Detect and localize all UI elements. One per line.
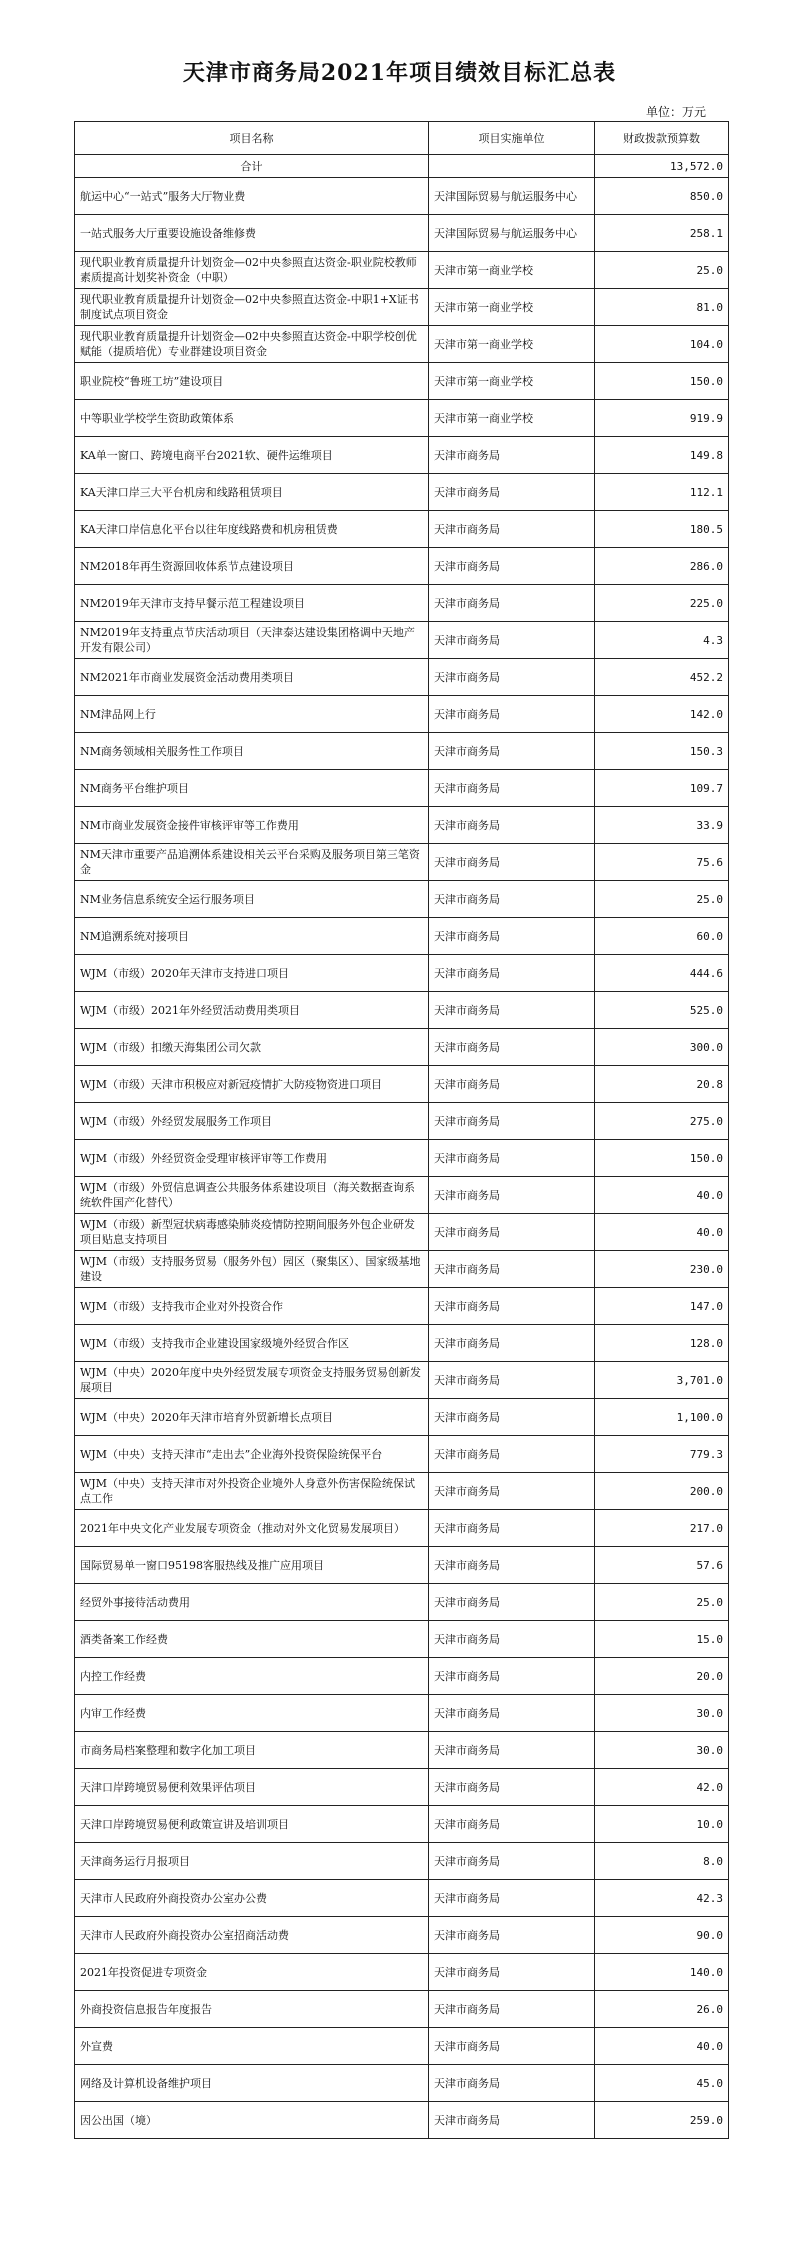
implementing-unit-cell: 天津市商务局 <box>429 1473 595 1510</box>
project-name-cell: 职业院校“鲁班工坊”建设项目 <box>75 363 429 400</box>
total-row <box>75 155 729 178</box>
table-row <box>75 770 729 807</box>
budget-amount-cell: 20.0 <box>595 1658 729 1695</box>
table-row <box>75 1214 729 1251</box>
budget-amount-cell: 40.0 <box>595 1214 729 1251</box>
implementing-unit-cell: 天津市商务局 <box>429 1288 595 1325</box>
project-name-cell: KA天津口岸三大平台机房和线路租赁项目 <box>75 474 429 511</box>
project-name-cell: 国际贸易单一窗口95198客服热线及推广应用项目 <box>75 1547 429 1584</box>
budget-amount-cell: 104.0 <box>595 326 729 363</box>
implementing-unit-cell: 天津市商务局 <box>429 696 595 733</box>
implementing-unit-cell: 天津市商务局 <box>429 659 595 696</box>
project-name-cell: 中等职业学校学生资助政策体系 <box>75 400 429 437</box>
table-row <box>75 1399 729 1436</box>
implementing-unit-cell: 天津市第一商业学校 <box>429 252 595 289</box>
table-row <box>75 881 729 918</box>
budget-amount-cell: 140.0 <box>595 1954 729 1991</box>
budget-amount-cell: 286.0 <box>595 548 729 585</box>
budget-amount-cell: 217.0 <box>595 1510 729 1547</box>
table-row <box>75 511 729 548</box>
budget-amount-cell: 15.0 <box>595 1621 729 1658</box>
implementing-unit-cell: 天津国际贸易与航运服务中心 <box>429 178 595 215</box>
implementing-unit-cell: 天津市商务局 <box>429 2065 595 2102</box>
project-name-cell: 市商务局档案整理和数字化加工项目 <box>75 1732 429 1769</box>
table-row <box>75 918 729 955</box>
project-name-cell: 内控工作经费 <box>75 1658 429 1695</box>
budget-amount-cell: 112.1 <box>595 474 729 511</box>
project-name-cell: NM追溯系统对接项目 <box>75 918 429 955</box>
implementing-unit-cell: 天津市商务局 <box>429 1103 595 1140</box>
table-row <box>75 807 729 844</box>
table-row <box>75 2065 729 2102</box>
budget-amount-cell: 444.6 <box>595 955 729 992</box>
total-amount: 13,572.0 <box>595 155 729 178</box>
implementing-unit-cell: 天津市商务局 <box>429 1917 595 1954</box>
budget-amount-cell: 150.3 <box>595 733 729 770</box>
implementing-unit-cell: 天津市商务局 <box>429 1880 595 1917</box>
budget-amount-cell: 40.0 <box>595 2028 729 2065</box>
implementing-unit-cell: 天津市商务局 <box>429 1695 595 1732</box>
project-name-cell: 天津口岸跨境贸易便利效果评估项目 <box>75 1769 429 1806</box>
table-row <box>75 696 729 733</box>
table-row <box>75 1917 729 1954</box>
total-unit <box>429 155 595 178</box>
project-name-cell: WJM（市级）2021年外经贸活动费用类项目 <box>75 992 429 1029</box>
table-row <box>75 1954 729 1991</box>
budget-amount-cell: 150.0 <box>595 1140 729 1177</box>
implementing-unit-cell: 天津市商务局 <box>429 770 595 807</box>
project-name-cell: 酒类备案工作经费 <box>75 1621 429 1658</box>
budget-amount-cell: 42.3 <box>595 1880 729 1917</box>
table-row <box>75 1769 729 1806</box>
project-name-cell: WJM（市级）外经贸资金受理审核评审等工作费用 <box>75 1140 429 1177</box>
header-project-name: 项目名称 <box>75 122 429 155</box>
project-name-cell: NM市商业发展资金接件审核评审等工作费用 <box>75 807 429 844</box>
implementing-unit-cell: 天津市商务局 <box>429 918 595 955</box>
implementing-unit-cell: 天津市商务局 <box>429 1769 595 1806</box>
implementing-unit-cell: 天津市商务局 <box>429 437 595 474</box>
table-row <box>75 400 729 437</box>
table-row <box>75 548 729 585</box>
table-row <box>75 289 729 326</box>
table-row <box>75 1658 729 1695</box>
budget-amount-cell: 300.0 <box>595 1029 729 1066</box>
project-name-cell: 经贸外事接待活动费用 <box>75 1584 429 1621</box>
table-row <box>75 1510 729 1547</box>
table-row <box>75 1806 729 1843</box>
table-row <box>75 1473 729 1510</box>
header-implementing-unit: 项目实施单位 <box>429 122 595 155</box>
budget-amount-cell: 225.0 <box>595 585 729 622</box>
implementing-unit-cell: 天津市商务局 <box>429 548 595 585</box>
implementing-unit-cell: 天津市商务局 <box>429 1843 595 1880</box>
implementing-unit-cell: 天津市商务局 <box>429 1177 595 1214</box>
budget-amount-cell: 90.0 <box>595 1917 729 1954</box>
project-name-cell: 2021年投资促进专项资金 <box>75 1954 429 1991</box>
project-name-cell: WJM（市级）外贸信息调查公共服务体系建设项目（海关数据查询系统软件国产化替代） <box>75 1177 429 1214</box>
implementing-unit-cell: 天津市商务局 <box>429 1621 595 1658</box>
budget-amount-cell: 919.9 <box>595 400 729 437</box>
table-row <box>75 178 729 215</box>
implementing-unit-cell: 天津市商务局 <box>429 1584 595 1621</box>
project-name-cell: WJM（市级）新型冠状病毒感染肺炎疫情防控期间服务外包企业研发项目贴息支持项目 <box>75 1214 429 1251</box>
table-row <box>75 1288 729 1325</box>
table-row <box>75 1251 729 1288</box>
project-name-cell: NM2021年市商业发展资金活动费用类项目 <box>75 659 429 696</box>
implementing-unit-cell: 天津市商务局 <box>429 1806 595 1843</box>
budget-amount-cell: 109.7 <box>595 770 729 807</box>
project-name-cell: WJM（市级）2020年天津市支持进口项目 <box>75 955 429 992</box>
budget-amount-cell: 8.0 <box>595 1843 729 1880</box>
table-row <box>75 955 729 992</box>
project-name-cell: NM天津市重要产品追溯体系建设相关云平台采购及服务项目第三笔资金 <box>75 844 429 881</box>
header-row <box>75 122 729 155</box>
implementing-unit-cell: 天津市商务局 <box>429 585 595 622</box>
implementing-unit-cell: 天津市商务局 <box>429 807 595 844</box>
table-row <box>75 1362 729 1399</box>
budget-amount-cell: 142.0 <box>595 696 729 733</box>
implementing-unit-cell: 天津市第一商业学校 <box>429 289 595 326</box>
implementing-unit-cell: 天津市商务局 <box>429 1214 595 1251</box>
implementing-unit-cell: 天津市商务局 <box>429 1140 595 1177</box>
implementing-unit-cell: 天津市商务局 <box>429 474 595 511</box>
project-name-cell: NM2018年再生资源回收体系节点建设项目 <box>75 548 429 585</box>
budget-amount-cell: 33.9 <box>595 807 729 844</box>
project-name-cell: 天津市人民政府外商投资办公室办公费 <box>75 1880 429 1917</box>
budget-amount-cell: 75.6 <box>595 844 729 881</box>
project-name-cell: 一站式服务大厅重要设施设备维修费 <box>75 215 429 252</box>
table-row <box>75 1695 729 1732</box>
project-name-cell: WJM（中央）2020年天津市培育外贸新增长点项目 <box>75 1399 429 1436</box>
implementing-unit-cell: 天津市商务局 <box>429 844 595 881</box>
budget-amount-cell: 258.1 <box>595 215 729 252</box>
table-row <box>75 733 729 770</box>
budget-amount-cell: 779.3 <box>595 1436 729 1473</box>
budget-amount-cell: 25.0 <box>595 881 729 918</box>
budget-amount-cell: 149.8 <box>595 437 729 474</box>
budget-amount-cell: 525.0 <box>595 992 729 1029</box>
table-row <box>75 585 729 622</box>
project-name-cell: KA单一窗口、跨境电商平台2021软、硬件运维项目 <box>75 437 429 474</box>
page-title: 天津市商务局2021年项目绩效目标汇总表 <box>182 60 617 86</box>
implementing-unit-cell: 天津市商务局 <box>429 1251 595 1288</box>
implementing-unit-cell: 天津市商务局 <box>429 511 595 548</box>
table-row <box>75 1325 729 1362</box>
project-name-cell: NM2019年支持重点节庆活动项目（天津泰达建设集团格调中天地产开发有限公司） <box>75 622 429 659</box>
table-row <box>75 1436 729 1473</box>
project-name-cell: 因公出国（境） <box>75 2102 429 2139</box>
project-name-cell: WJM（中央）支持天津市“走出去”企业海外投资保险统保平台 <box>75 1436 429 1473</box>
implementing-unit-cell: 天津市商务局 <box>429 733 595 770</box>
budget-amount-cell: 452.2 <box>595 659 729 696</box>
implementing-unit-cell: 天津市商务局 <box>429 1991 595 2028</box>
unit-label: 单位：万元 <box>645 105 706 119</box>
implementing-unit-cell: 天津市商务局 <box>429 1954 595 1991</box>
budget-amount-cell: 150.0 <box>595 363 729 400</box>
budget-amount-cell: 275.0 <box>595 1103 729 1140</box>
budget-amount-cell: 10.0 <box>595 1806 729 1843</box>
implementing-unit-cell: 天津市商务局 <box>429 1547 595 1584</box>
implementing-unit-cell: 天津市第一商业学校 <box>429 400 595 437</box>
project-name-cell: 外宣费 <box>75 2028 429 2065</box>
project-name-cell: NM业务信息系统安全运行服务项目 <box>75 881 429 918</box>
table-row <box>75 363 729 400</box>
table-row <box>75 437 729 474</box>
project-table <box>74 121 729 2139</box>
table-row <box>75 252 729 289</box>
project-name-cell: NM2019年天津市支持早餐示范工程建设项目 <box>75 585 429 622</box>
table-row <box>75 474 729 511</box>
budget-amount-cell: 128.0 <box>595 1325 729 1362</box>
project-name-cell: WJM（市级）外经贸发展服务工作项目 <box>75 1103 429 1140</box>
table-row <box>75 1843 729 1880</box>
project-name-cell: 内审工作经费 <box>75 1695 429 1732</box>
budget-amount-cell: 850.0 <box>595 178 729 215</box>
table-row <box>75 1880 729 1917</box>
implementing-unit-cell: 天津市商务局 <box>429 992 595 1029</box>
table-row <box>75 1066 729 1103</box>
implementing-unit-cell: 天津市商务局 <box>429 881 595 918</box>
implementing-unit-cell: 天津市商务局 <box>429 1510 595 1547</box>
budget-amount-cell: 230.0 <box>595 1251 729 1288</box>
project-name-cell: 现代职业教育质量提升计划资金—02中央参照直达资金-中职1+X证书制度试点项目资金 <box>75 289 429 326</box>
project-name-cell: KA天津口岸信息化平台以往年度线路费和机房租赁费 <box>75 511 429 548</box>
project-name-cell: 现代职业教育质量提升计划资金—02中央参照直达资金-中职学校创优赋能（提质培优）专业群建设项目资金 <box>75 326 429 363</box>
budget-amount-cell: 147.0 <box>595 1288 729 1325</box>
implementing-unit-cell: 天津市商务局 <box>429 1362 595 1399</box>
table-row <box>75 1140 729 1177</box>
header-budget-amount: 财政拨款预算数 <box>595 122 729 155</box>
budget-amount-cell: 30.0 <box>595 1695 729 1732</box>
project-name-cell: WJM（市级）天津市积极应对新冠疫情扩大防疫物资进口项目 <box>75 1066 429 1103</box>
project-name-cell: 天津口岸跨境贸易便利政策宣讲及培训项目 <box>75 1806 429 1843</box>
project-name-cell: 外商投资信息报告年度报告 <box>75 1991 429 2028</box>
project-name-cell: NM商务平台维护项目 <box>75 770 429 807</box>
implementing-unit-cell: 天津市商务局 <box>429 1436 595 1473</box>
implementing-unit-cell: 天津市商务局 <box>429 955 595 992</box>
budget-amount-cell: 26.0 <box>595 1991 729 2028</box>
table-row <box>75 1732 729 1769</box>
budget-amount-cell: 20.8 <box>595 1066 729 1103</box>
table-row <box>75 215 729 252</box>
project-name-cell: WJM（市级）支持我市企业对外投资合作 <box>75 1288 429 1325</box>
budget-amount-cell: 180.5 <box>595 511 729 548</box>
budget-amount-cell: 4.3 <box>595 622 729 659</box>
budget-amount-cell: 81.0 <box>595 289 729 326</box>
implementing-unit-cell: 天津市商务局 <box>429 1066 595 1103</box>
implementing-unit-cell: 天津市商务局 <box>429 1399 595 1436</box>
implementing-unit-cell: 天津国际贸易与航运服务中心 <box>429 215 595 252</box>
project-name-cell: WJM（市级）支持我市企业建设国家级境外经贸合作区 <box>75 1325 429 1362</box>
implementing-unit-cell: 天津市商务局 <box>429 1732 595 1769</box>
project-name-cell: 航运中心“一站式”服务大厅物业费 <box>75 178 429 215</box>
project-name-cell: NM商务领域相关服务性工作项目 <box>75 733 429 770</box>
table-row <box>75 992 729 1029</box>
table-row <box>75 1029 729 1066</box>
project-name-cell: 2021年中央文化产业发展专项资金（推动对外文化贸易发展项目） <box>75 1510 429 1547</box>
table-row <box>75 326 729 363</box>
budget-amount-cell: 25.0 <box>595 1584 729 1621</box>
total-label: 合计 <box>75 155 429 178</box>
budget-amount-cell: 200.0 <box>595 1473 729 1510</box>
budget-amount-cell: 42.0 <box>595 1769 729 1806</box>
implementing-unit-cell: 天津市商务局 <box>429 2028 595 2065</box>
budget-amount-cell: 3,701.0 <box>595 1362 729 1399</box>
project-name-cell: WJM（中央）支持天津市对外投资企业境外人身意外伤害保险统保试点工作 <box>75 1473 429 1510</box>
budget-amount-cell: 57.6 <box>595 1547 729 1584</box>
budget-amount-cell: 259.0 <box>595 2102 729 2139</box>
budget-amount-cell: 30.0 <box>595 1732 729 1769</box>
budget-amount-cell: 45.0 <box>595 2065 729 2102</box>
table-row <box>75 1991 729 2028</box>
budget-amount-cell: 25.0 <box>595 252 729 289</box>
table-row <box>75 1621 729 1658</box>
implementing-unit-cell: 天津市商务局 <box>429 1029 595 1066</box>
project-name-cell: WJM（市级）支持服务贸易（服务外包）园区（聚集区）、国家级基地建设 <box>75 1251 429 1288</box>
implementing-unit-cell: 天津市第一商业学校 <box>429 326 595 363</box>
table-row <box>75 1584 729 1621</box>
implementing-unit-cell: 天津市商务局 <box>429 1325 595 1362</box>
table-row <box>75 1177 729 1214</box>
implementing-unit-cell: 天津市商务局 <box>429 2102 595 2139</box>
table-row <box>75 2028 729 2065</box>
implementing-unit-cell: 天津市商务局 <box>429 1658 595 1695</box>
implementing-unit-cell: 天津市第一商业学校 <box>429 363 595 400</box>
implementing-unit-cell: 天津市商务局 <box>429 622 595 659</box>
table-row <box>75 659 729 696</box>
project-name-cell: 现代职业教育质量提升计划资金—02中央参照直达资金-职业院校教师素质提高计划奖补资金（中职） <box>75 252 429 289</box>
table-row <box>75 2102 729 2139</box>
budget-amount-cell: 1,100.0 <box>595 1399 729 1436</box>
table-row <box>75 844 729 881</box>
budget-amount-cell: 60.0 <box>595 918 729 955</box>
project-name-cell: 天津市人民政府外商投资办公室招商活动费 <box>75 1917 429 1954</box>
project-name-cell: 网络及计算机设备维护项目 <box>75 2065 429 2102</box>
project-name-cell: NM津品网上行 <box>75 696 429 733</box>
project-name-cell: 天津商务运行月报项目 <box>75 1843 429 1880</box>
table-row <box>75 622 729 659</box>
table-row <box>75 1547 729 1584</box>
project-name-cell: WJM（市级）扣缴天海集团公司欠款 <box>75 1029 429 1066</box>
budget-amount-cell: 40.0 <box>595 1177 729 1214</box>
project-name-cell: WJM（中央）2020年度中央外经贸发展专项资金支持服务贸易创新发展项目 <box>75 1362 429 1399</box>
table-row <box>75 1103 729 1140</box>
